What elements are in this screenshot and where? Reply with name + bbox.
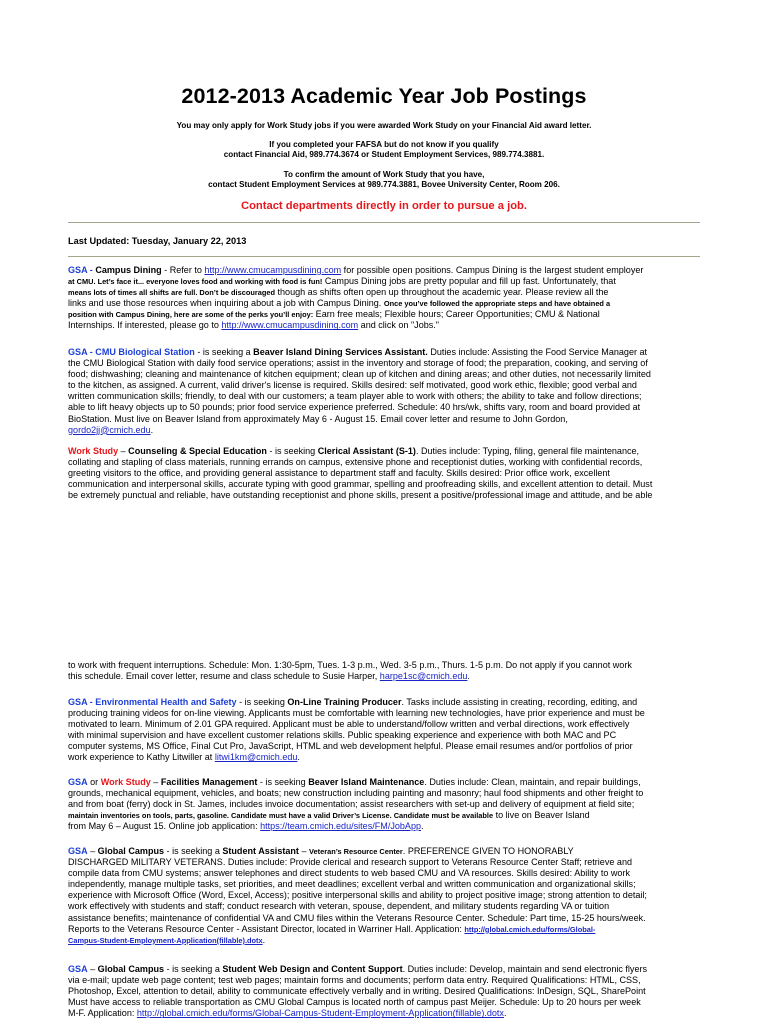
global-campus-application-link[interactable]: http://global.cmich.edu/forms/Global- (464, 924, 596, 934)
divider-bottom (68, 256, 700, 257)
job-posting-campus-dining: GSA - Campus Dining - Refer to http://www.cmucampusdining.com for possible open positions. Campus Dining is the largest student employer at CMU. Let’s face it... everyone loves food and working with food is fun! Campus Dining jobs are pretty popular and fill up fast. Unfortunately, that means lots of times all shifts are full. Don’t be discouraged though as shifts often open up throughout the academic year. Please review all the links and use those resources when inquiring about a job with Campus Dining. Once you’ve followed the appropriate steps and have obtained a position with Campus Dining, here are some of the perks you’ll enjoy: Earn free meals; Flexible hours; Career Opportunities; CMU & National Internships. If interested, please go to http://www.cmucampusdining.com and click on "Jobs." (68, 265, 644, 331)
job-posting-global-campus-web-design: GSA – Global Campus - is seeking a Student Web Design and Content Support. Duties include: Develop, maintain and send electronic flyers via e-mail; update web page content; test web pages; maintain forms and documents; perform data entry. Required Qualifications: HTML, CSS, Photoshop, Excel, attention to detail, ability to communicate effectively verbally and in writing. Desired Qualifications: InDesign, SQL, SharePoint Must have access to reliable transportation as CMU Global Campus is located north of campus past Meijer. Schedule: Up to 20 hours per week M-F. Application: http://global.cmich.edu/forms/Global-Campus-Student-Employment-Application(fillable).dotx. (68, 964, 648, 1019)
email-link-litwiller[interactable]: litwi1km@cmich.edu (214, 752, 298, 763)
job-title: Clerical Assistant (S-1) (317, 446, 416, 456)
job-title: On-Line Training Producer (287, 697, 402, 707)
intro-fafsa-line-1: If you completed your FAFSA but do not know if you qualify (269, 140, 499, 149)
job-title: Beaver Island Maintenance (308, 777, 425, 787)
divider-top (68, 222, 700, 223)
intro-confirm-line-2: contact Student Employment Services at 989.774.3881, Bovee University Center, Room 206. (208, 180, 560, 189)
posting-type-label: GSA - CMU Biological Station (68, 347, 195, 357)
last-updated: Last Updated: Tuesday, January 22, 2013 (68, 236, 247, 246)
global-campus-application-link-cont[interactable]: Campus-Student-Employment-Application(fillable).dotx (68, 935, 263, 945)
job-posting-counseling-continued: to work with frequent interruptions. Schedule: Mon. 1:30-5pm, Tues. 1-3 p.m., Wed. 3-5 p.m., Thurs. 1-5 p.m. Do not apply if you cannot work this schedule. Email cover letter, resume and class schedule to Susie Harper, harpe1sc@cmich.edu. (68, 660, 632, 682)
posting-type-label: GSA (68, 777, 88, 787)
posting-type-label: Work Study (68, 446, 119, 456)
job-title: Student Web Design and Content Support (222, 964, 403, 974)
contact-departments-note: Contact departments directly in order to pursue a job. (241, 200, 527, 212)
department-name: Counseling & Special Education (128, 446, 267, 456)
job-posting-global-campus-student-assistant: GSA – Global Campus - is seeking a Student Assistant – Veteran’s Resource Center. PREFERENCE GIVEN TO HONORABLY DISCHARGED MILITARY VETERANS. Duties include: Provide clerical and research support to Veterans Resource Center Staff; retrieve and compile data from CMU systems; answer telephones and direct students to web based CMU and VA resources. Skills desired: Ability to work independently, manage multiple tasks, set priorities, and meet deadlines; excellent verbal and written communication and organizational skills; experience with Microsoft Office (Word, Excel, Access); positive interpersonal skills and ability to project positive image; strong attention to detail; work effectively with students and staff; conduct research with veteran, spouse, dependent, and military students regarding VA or tuition assistance benefits; maintenance of confidential VA and CMU files within the Veterans Resource Center. Schedule: Part time, 15-25 hours/week. Reports to the Veterans Resource Center - Assistant Director, located in Warriner Hall. Application: http://global.cmich.edu/forms/Global- Campus-Student-Employment-Application(fillable).dotx. (68, 846, 647, 945)
job-posting-environmental-health: GSA - Environmental Health and Safety - is seeking On-Line Training Producer. Tasks include assisting in creating, recording, editing, and producing training videos for on-line viewing. Applicants must be comfortable with learning new technologies, have prior experience and must be motivated to learn. Minimum of 2.01 GPA required. Applicant must be able to understand/follow written and verbal directions, work effectively with minimal supervision and have excellent customer relations skills. Public speaking experience and experience with both MAC and PC computer systems, MS Office, Final Cut Pro, JavaScript, HTML and web development helpful. Please email resumes and/or portfolios of prior work experience to Kathy Litwiller at litwi1km@cmich.edu. (68, 697, 645, 763)
job-posting-biological-station: GSA - CMU Biological Station - is seeking a Beaver Island Dining Services Assistant. Duties include: Assisting the Food Service Manager at the CMU Biological Station with daily food service operations; assist in the inventory and storage of food; the preparation, cooking, and serving of food; dishwashing; cleaning and maintenance of kitchen equipment; clean up of kitchen and dining areas; and other duties, not necessarily limited to the kitchen, as assigned. A current, valid driver's license is required. Skills desired: self motivated, good work ethic, flexible; good verbal and written communication skills; friendly, to deal with our customers; a team player able to work with others; the ability to take and follow directions; able to lift heavy objects up to 50 pounds; prior food service experience preferred. Schedule: 40 hrs/wk, shifts vary, room and board provided at BioStation. Must live on Beaver Island from approximately May 6 - August 15. Email cover letter and resume to John Gordon, gordo2jj@cmich.edu. (68, 347, 651, 435)
campus-dining-link-2[interactable]: http://www.cmucampusdining.com (221, 320, 359, 331)
blank-gap (68, 505, 702, 655)
posting-type-label: GSA - (68, 265, 96, 275)
job-title: Beaver Island Dining Services Assistant. (253, 347, 428, 357)
department-name: Facilities Management (160, 777, 258, 787)
page-title: 2012-2013 Academic Year Job Postings (181, 84, 587, 108)
department-name: Global Campus (97, 846, 165, 856)
posting-type-label: GSA (68, 846, 88, 856)
department-name: Global Campus (97, 964, 165, 974)
email-link-gordon[interactable]: gordo2jj@cmich.edu (68, 424, 151, 435)
job-title: Student Assistant (222, 846, 299, 856)
intro-confirm-line-1: To confirm the amount of Work Study that you have, (283, 170, 485, 179)
email-link-harper[interactable]: harpe1sc@cmich.edu (379, 671, 468, 682)
intro-work-study-note: You may only apply for Work Study jobs if you were awarded Work Study on your Financial Aid award letter. (176, 121, 592, 130)
intro-fafsa-line-2: contact Financial Aid, 989.774.3674 or Student Employment Services, 989.774.3881. (223, 150, 545, 159)
department-name: Campus Dining (95, 265, 162, 275)
posting-type-label: GSA (68, 964, 88, 974)
posting-type-label-secondary: Work Study (100, 777, 151, 787)
job-posting-counseling: Work Study – Counseling & Special Education - is seeking Clerical Assistant (S-1). Duties include: Typing, filing, general file maintenance, collating and stapling of class materials, running errands on campus, extensive phone and receptionist duties, working with confidential records, greeting visitors to the office, and providing general assistance to department staff and faculty. Skills desired: Prior office work, excellent communication and interpersonal skills, accurate typing with good grammar, spelling and proofreading skills, and excellent attention to detail. Must be extremely punctual and reliable, have outstanding receptionist and phone skills, present a positive/professional image and attitude, and be able (68, 446, 653, 501)
job-posting-facilities-management: GSA or Work Study – Facilities Management - is seeking Beaver Island Maintenance. Duties include: Clean, maintain, and repair buildings, grounds, mechanical equipment, vehicles, and boats; new construction including painting and masonry; haul food shipments and other freight to and from boat (ferry) dock in St. James, includes invoice documentation; assist researchers with set-up and delivery of equipment at field site; maintain inventories on tools, parts, gasoline. Candidate must have a valid Driver’s License. Candidate must be available to live on Beaver Island from May 6 – August 15. Online job application: https://team.cmich.edu/sites/FM/JobApp. (68, 777, 644, 832)
web-design-application-link[interactable]: http://global.cmich.edu/forms/Global-Campus-Student-Employment-Application(fillable).dotx (136, 1008, 504, 1019)
facilities-application-link[interactable]: https://team.cmich.edu/sites/FM/JobApp (260, 821, 422, 832)
posting-type-label: GSA - Environmental Health and Safety (68, 697, 237, 707)
campus-dining-link[interactable]: http://www.cmucampusdining.com (204, 265, 342, 275)
